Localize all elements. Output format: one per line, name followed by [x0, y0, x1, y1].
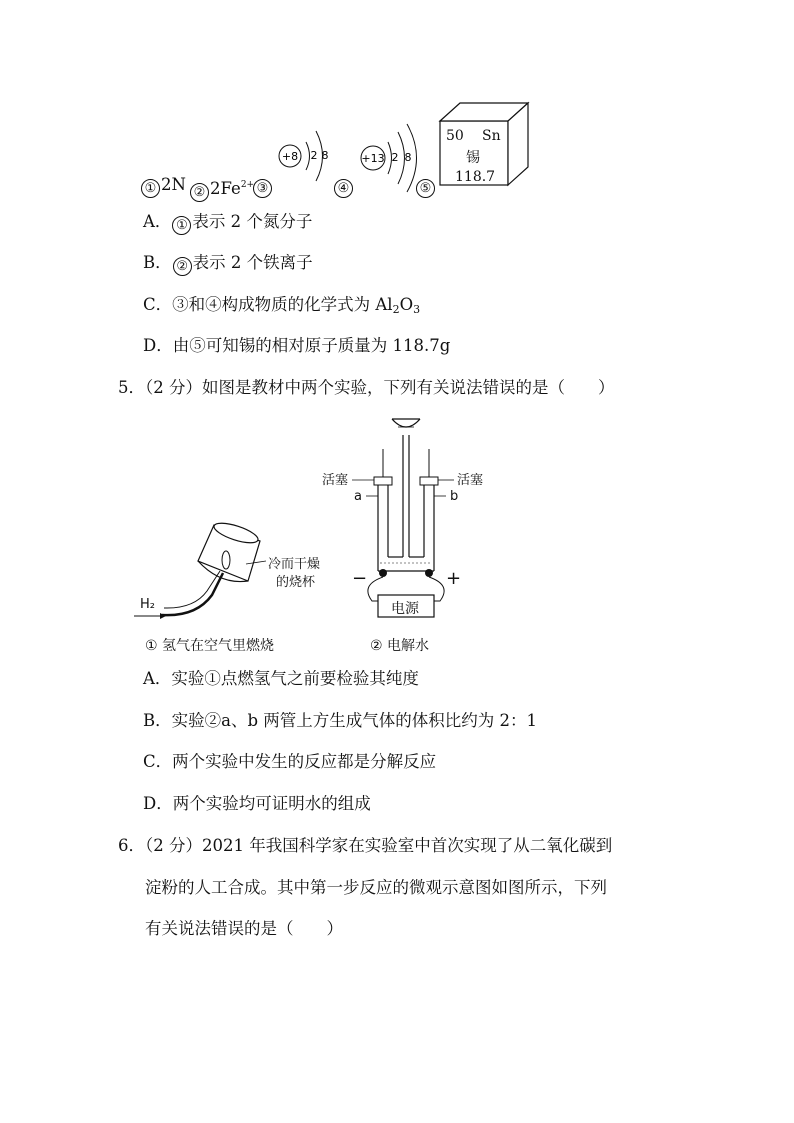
beaker-label-1: 冷而干燥: [268, 557, 321, 572]
q6-line-3: 有关说法错误的是（ ）: [145, 919, 343, 938]
atom4-shell-1: 2: [391, 151, 399, 164]
q4-figure: [0, 95, 794, 200]
plus-sign: +: [446, 568, 462, 589]
gas-label: H₂: [140, 597, 155, 612]
atom4-shell-2: 8: [404, 151, 412, 164]
q5-option-a: A．实验①点燃氢气之前要检验其纯度: [143, 669, 419, 688]
circle-num: ②: [190, 183, 209, 202]
right-valve-label: 活塞: [457, 473, 484, 488]
tube-b-label: b: [450, 489, 459, 504]
electrolysis-figure: [352, 419, 454, 617]
q4-option-a: A． ① 表示 2 个氮分子: [143, 212, 313, 233]
circle-num: ①: [141, 179, 160, 198]
element-symbol: Sn: [482, 128, 501, 144]
atom3-shell-2: 8: [321, 149, 329, 162]
q5-stem: 5．（2 分）如图是教材中两个实验，下列有关说法错误的是（ ）: [118, 378, 615, 397]
tube-a-label: a: [354, 489, 362, 504]
circle-num: ①: [172, 216, 191, 235]
atom3-shell-1: 2: [310, 149, 318, 162]
q5-option-c: C．两个实验中发生的反应都是分解反应: [143, 752, 437, 771]
q5-option-b: B．实验②a、b 两管上方生成气体的体积比约为 2：1: [143, 711, 538, 730]
atom4-nucleus: +13: [361, 152, 385, 165]
atom-structure-diagram: [0, 95, 794, 200]
minus-sign: −: [352, 568, 368, 589]
beaker-label-2: 的烧杯: [276, 575, 316, 590]
element-mass: 118.7: [455, 169, 496, 185]
q4-label-2: ② $2Fe^{2+}$: [189, 174, 254, 202]
left-valve-label: 活塞: [322, 473, 349, 488]
element-name: 锡: [466, 150, 480, 166]
atom3-nucleus: +8: [281, 150, 299, 163]
q4-option-b: B． ② 表示 2 个铁离子: [143, 253, 313, 274]
fig2-caption: ② 电解水: [370, 638, 430, 654]
q4-label-1: ① 2N: [140, 174, 186, 198]
q4-option-d: D．由⑤可知锡的相对原子质量为 118.7g: [143, 336, 451, 355]
q4-option-c: C．③和④构成物质的化学式为 $Al_2O_3$: [143, 295, 421, 316]
q6-line-2: 淀粉的人工合成。其中第一步反应的微观示意图如图所示，下列: [145, 878, 607, 897]
element-number: 50: [446, 128, 464, 144]
q6-line-1: 6．（2 分）2021 年我国科学家在实验室中首次实现了从二氧化碳到: [118, 836, 613, 855]
power-label: 电源: [391, 601, 419, 617]
fig1-caption: ① 氢气在空气里燃烧: [145, 638, 275, 654]
circle-num: ⑤: [416, 179, 435, 198]
circle-num: ③: [253, 179, 272, 198]
circle-num: ②: [173, 257, 192, 276]
circle-num: ④: [334, 179, 353, 198]
q5-option-d: D．两个实验均可证明水的组成: [143, 794, 371, 813]
